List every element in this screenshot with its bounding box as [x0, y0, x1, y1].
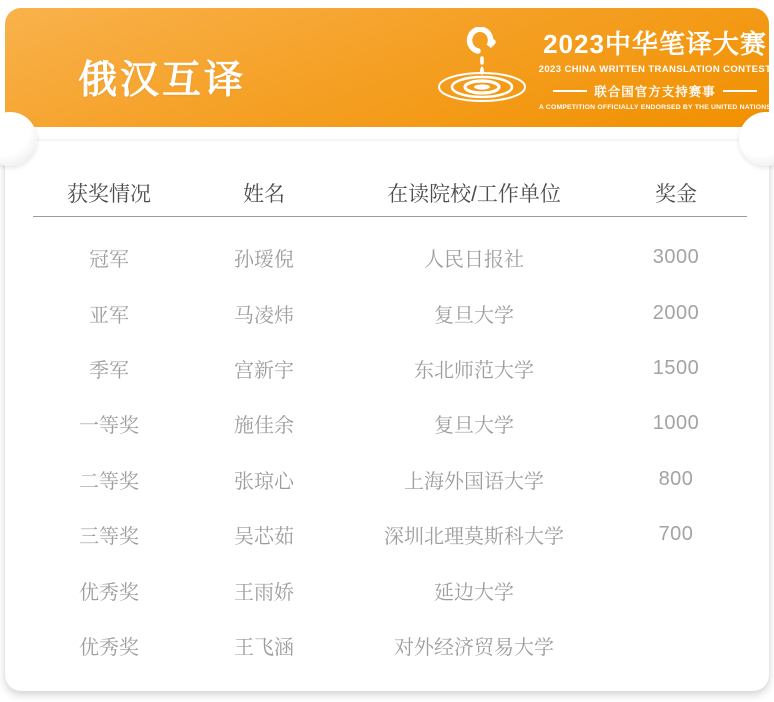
water-drop-ripple-logo-icon	[429, 27, 535, 109]
award-cell: 一等奖	[79, 415, 139, 438]
award-cell: 三等奖	[79, 526, 139, 549]
name-cell: 王飞涵	[234, 636, 294, 659]
prize-cell: 800	[658, 467, 694, 490]
table-row	[33, 618, 747, 673]
prize-cell: 700	[658, 523, 694, 546]
header-banner	[5, 8, 772, 127]
dash-line-left	[553, 90, 587, 92]
award-cell: 冠军	[89, 249, 129, 272]
table-row	[33, 396, 747, 451]
name-cell: 张琼心	[234, 470, 294, 493]
table-row	[33, 507, 747, 562]
endorsement-en: A COMPETITION OFFICIALLY ENDORSED BY THE UNITED NATIONS	[538, 104, 772, 111]
table-row	[33, 562, 747, 617]
column-header-award: 获奖情况	[67, 183, 151, 206]
dash-line-right	[723, 90, 757, 92]
institution-cell: 复旦大学	[434, 415, 514, 438]
contest-name-zh: 2023中华笔译大赛	[543, 29, 767, 59]
contest-branding	[538, 24, 772, 111]
award-cell: 优秀奖	[79, 636, 139, 659]
institution-cell: 深圳北理莫斯科大学	[384, 526, 564, 549]
award-cell: 二等奖	[79, 470, 139, 493]
prize-cell: 3000	[652, 246, 700, 269]
award-cell: 优秀奖	[79, 581, 139, 604]
prize-cell: 2000	[652, 301, 700, 324]
institution-cell: 对外经济贸易大学	[394, 636, 554, 659]
endorsement-row	[553, 82, 757, 100]
table-row	[33, 341, 747, 396]
name-cell: 王雨娇	[234, 581, 294, 604]
table-header-row	[33, 170, 747, 216]
column-header-prize: 奖金	[655, 183, 697, 206]
table-row	[33, 285, 747, 340]
column-header-institution: 在读院校/工作单位	[387, 183, 561, 206]
institution-cell: 东北师范大学	[414, 359, 534, 382]
contest-name-en: 2023 CHINA WRITTEN TRANSLATION CONTEST	[538, 64, 772, 75]
prize-cell: 1000	[652, 412, 700, 435]
table-row	[33, 230, 747, 285]
name-cell: 施佳余	[234, 415, 294, 438]
table-row	[33, 452, 747, 507]
name-cell: 孙瑷倪	[234, 249, 294, 272]
award-cell: 亚军	[89, 304, 129, 327]
prize-cell: 1500	[652, 356, 700, 379]
header-divider	[33, 216, 747, 217]
name-cell: 马凌炜	[234, 304, 294, 327]
table-body	[5, 230, 769, 673]
institution-cell: 延边大学	[434, 581, 514, 604]
endorsement-zh: 联合国官方支持赛事	[594, 85, 716, 99]
section-title: 俄汉互译	[78, 58, 247, 102]
column-header-name: 姓名	[243, 183, 285, 206]
institution-cell: 复旦大学	[434, 304, 514, 327]
name-cell: 宫新宇	[234, 359, 294, 382]
institution-cell: 人民日报社	[424, 249, 524, 272]
results-card	[5, 141, 769, 691]
institution-cell: 上海外国语大学	[404, 470, 544, 493]
award-cell: 季军	[89, 359, 129, 382]
name-cell: 吴芯茹	[234, 526, 294, 549]
